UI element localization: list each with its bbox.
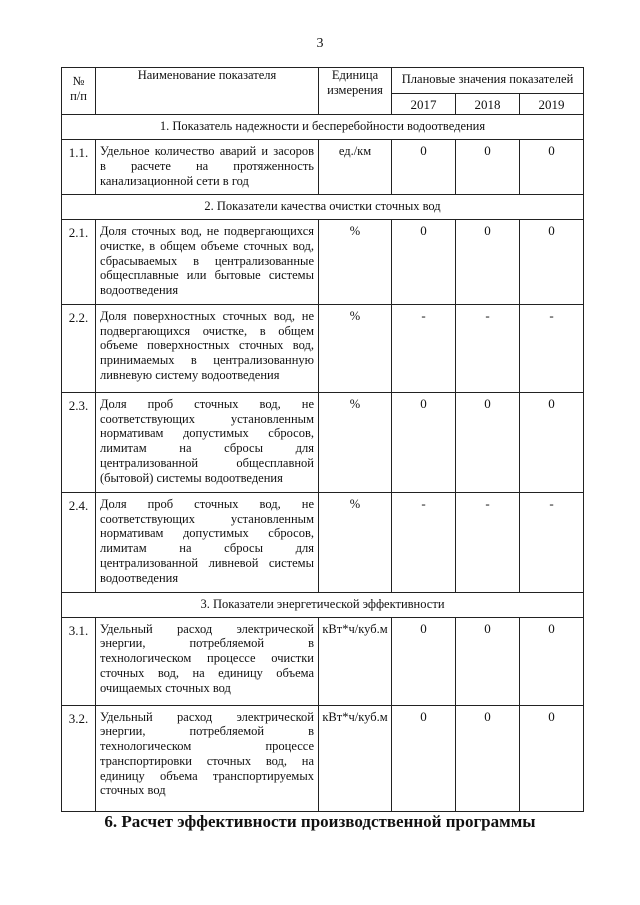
header-planned-values: Плановые значения показателей	[392, 68, 584, 94]
row-number: 3.2.	[62, 705, 96, 811]
row-indicator-name: Доля сточных вод, не подвергающихся очистке, в общем объеме сточных вод, сбрасываемых в централизованные общесплавные или бытовые системы водоотведения	[96, 220, 319, 305]
section-heading-efficiency: 6. Расчет эффективности производственной программы	[104, 812, 536, 831]
row-value-2017: 0	[392, 392, 456, 492]
section-title: 1. Показатель надежности и бесперебойности водоотведения	[62, 115, 584, 140]
row-value-2017: 0	[392, 705, 456, 811]
table-row	[62, 492, 584, 592]
row-unit: ед./км	[319, 140, 392, 195]
table-row	[62, 140, 584, 195]
indicators-table	[61, 67, 584, 812]
row-value-2017: 0	[392, 220, 456, 305]
row-value-2018: 0	[456, 392, 520, 492]
row-value-2018: 0	[456, 617, 520, 705]
header-year-2018: 2018	[456, 94, 520, 115]
table-row	[62, 392, 584, 492]
row-value-2017: 0	[392, 140, 456, 195]
row-indicator-name: Доля проб сточных вод, не соответствующих установленным нормативам допустимых сбросов, лимитам на сбросы для централизованной общесплавной (бытовой) системы водоотведения	[96, 392, 319, 492]
row-number: 2.2.	[62, 304, 96, 392]
row-number: 1.1.	[62, 140, 96, 195]
row-indicator-name: Удельный расход электрической энергии, потребляемой в технологическом процессе очистки сточных вод, на единицу объема очищаемых сточных вод	[96, 617, 319, 705]
row-value-2018: -	[456, 304, 520, 392]
table-row	[62, 617, 584, 705]
header-number: № п/п	[62, 68, 96, 115]
row-value-2018: 0	[456, 705, 520, 811]
row-value-2019: 0	[520, 617, 584, 705]
row-value-2017: -	[392, 492, 456, 592]
row-value-2019: 0	[520, 705, 584, 811]
row-indicator-name: Удельный расход электрической энергии, потребляемой в технологическом процессе транспортировки сточных вод, на единицу объема транспортируемых сточных вод	[96, 705, 319, 811]
row-number: 2.4.	[62, 492, 96, 592]
table-row	[62, 220, 584, 305]
row-value-2019: 0	[520, 140, 584, 195]
page-number: 3	[316, 36, 324, 51]
row-number: 2.1.	[62, 220, 96, 305]
row-value-2018: 0	[456, 140, 520, 195]
section-title: 2. Показатели качества очистки сточных вод	[62, 195, 584, 220]
row-indicator-name: Удельное количество аварий и засоров в расчете на протяженность канализационной сети в год	[96, 140, 319, 195]
header-year-2017: 2017	[392, 94, 456, 115]
row-indicator-name: Доля проб сточных вод, не соответствующих установленным нормативам допустимых сбросов, лимитам на сбросы для централизованной ливневой системы водоотведения	[96, 492, 319, 592]
row-unit: %	[319, 492, 392, 592]
row-unit: %	[319, 220, 392, 305]
row-number: 2.3.	[62, 392, 96, 492]
row-indicator-name: Доля поверхностных сточных вод, не подвергающихся очистке, в общем объеме поверхностных сточных вод, принимаемых в централизованную ливневую систему водоотведения	[96, 304, 319, 392]
row-value-2018: -	[456, 492, 520, 592]
row-number: 3.1.	[62, 617, 96, 705]
table-row	[62, 304, 584, 392]
section-title: 3. Показатели энергетической эффективности	[62, 592, 584, 617]
table-row	[62, 705, 584, 811]
row-value-2019: -	[520, 492, 584, 592]
header-unit: Единица измерения	[319, 68, 392, 115]
row-value-2019: 0	[520, 392, 584, 492]
row-value-2017: -	[392, 304, 456, 392]
row-unit: кВт*ч/куб.м	[319, 705, 392, 811]
row-unit: кВт*ч/куб.м	[319, 617, 392, 705]
row-value-2019: 0	[520, 220, 584, 305]
row-value-2018: 0	[456, 220, 520, 305]
header-year-2019: 2019	[520, 94, 584, 115]
row-unit: %	[319, 392, 392, 492]
header-indicator-name: Наименование показателя	[96, 68, 319, 115]
row-value-2017: 0	[392, 617, 456, 705]
row-unit: %	[319, 304, 392, 392]
row-value-2019: -	[520, 304, 584, 392]
